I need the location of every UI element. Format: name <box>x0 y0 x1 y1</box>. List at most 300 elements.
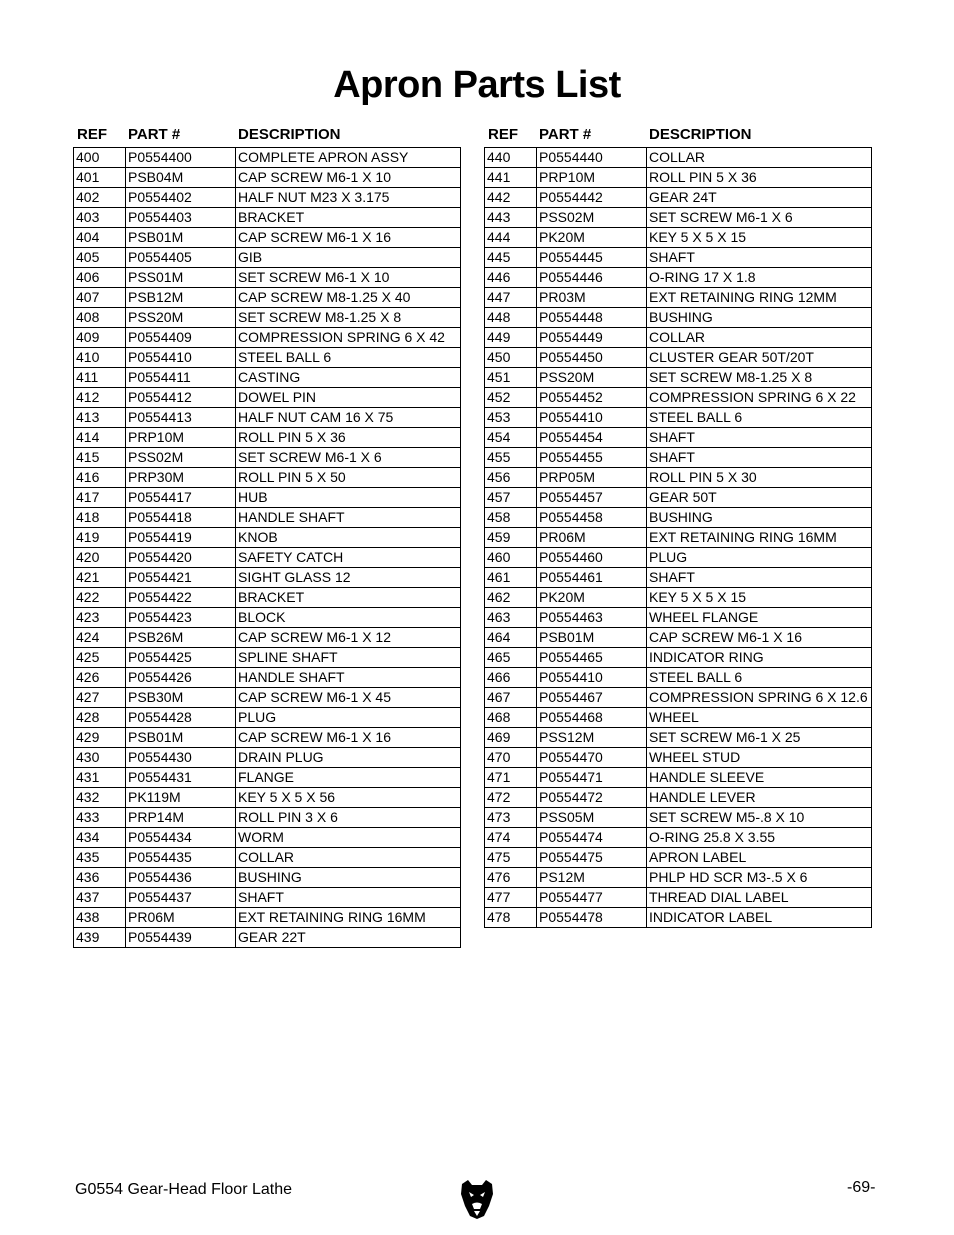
table-row <box>485 508 872 528</box>
part-number-cell: P0554463 <box>537 608 647 628</box>
ref-cell: 419 <box>74 528 126 548</box>
part-number-cell: P0554445 <box>537 248 647 268</box>
part-number-cell: P0554411 <box>126 368 236 388</box>
header-description: DESCRIPTION <box>649 125 752 143</box>
part-number-cell: P0554475 <box>537 848 647 868</box>
description-cell: DRAIN PLUG <box>236 748 461 768</box>
description-cell: GEAR 22T <box>236 928 461 948</box>
ref-cell: 406 <box>74 268 126 288</box>
part-number-cell: P0554403 <box>126 208 236 228</box>
table-row <box>485 228 872 248</box>
description-cell: EXT RETAINING RING 12MM <box>647 288 872 308</box>
part-number-cell: PSS01M <box>126 268 236 288</box>
ref-cell: 463 <box>485 608 537 628</box>
part-number-cell: P0554452 <box>537 388 647 408</box>
table-row <box>485 148 872 168</box>
table-row <box>74 188 461 208</box>
description-cell: WHEEL <box>647 708 872 728</box>
description-cell: BUSHING <box>647 308 872 328</box>
part-number-cell: P0554426 <box>126 668 236 688</box>
part-number-cell: PK119M <box>126 788 236 808</box>
table-row <box>74 548 461 568</box>
ref-cell: 438 <box>74 908 126 928</box>
table-row <box>74 268 461 288</box>
table-row <box>485 548 872 568</box>
part-number-cell: P0554420 <box>126 548 236 568</box>
table-row <box>74 888 461 908</box>
description-cell: FLANGE <box>236 768 461 788</box>
ref-cell: 466 <box>485 668 537 688</box>
ref-cell: 402 <box>74 188 126 208</box>
ref-cell: 468 <box>485 708 537 728</box>
part-number-cell: PS12M <box>537 868 647 888</box>
table-row <box>485 168 872 188</box>
description-cell: ROLL PIN 5 X 50 <box>236 468 461 488</box>
description-cell: ROLL PIN 5 X 36 <box>236 428 461 448</box>
table-row <box>485 288 872 308</box>
table-row <box>74 168 461 188</box>
description-cell: CAP SCREW M6-1 X 16 <box>236 728 461 748</box>
description-cell: KEY 5 X 5 X 15 <box>647 588 872 608</box>
description-cell: GEAR 50T <box>647 488 872 508</box>
parts-table-right-body <box>484 147 872 928</box>
description-cell: SET SCREW M8-1.25 X 8 <box>647 368 872 388</box>
table-row <box>485 808 872 828</box>
ref-cell: 456 <box>485 468 537 488</box>
description-cell: CAP SCREW M6-1 X 10 <box>236 168 461 188</box>
table-row <box>485 308 872 328</box>
description-cell: KNOB <box>236 528 461 548</box>
table-row <box>485 588 872 608</box>
description-cell: SHAFT <box>647 568 872 588</box>
ref-cell: 444 <box>485 228 537 248</box>
description-cell: CAP SCREW M8-1.25 X 40 <box>236 288 461 308</box>
part-number-cell: P0554431 <box>126 768 236 788</box>
table-row <box>485 888 872 908</box>
table-header <box>484 122 872 146</box>
ref-cell: 403 <box>74 208 126 228</box>
table-row <box>485 388 872 408</box>
ref-cell: 436 <box>74 868 126 888</box>
table-row <box>74 288 461 308</box>
ref-cell: 472 <box>485 788 537 808</box>
ref-cell: 451 <box>485 368 537 388</box>
page-number: -69- <box>847 1179 876 1196</box>
header-part: PART # <box>128 125 181 143</box>
table-row <box>485 868 872 888</box>
part-number-cell: P0554468 <box>537 708 647 728</box>
description-cell: BRACKET <box>236 208 461 228</box>
part-number-cell: PSS02M <box>537 208 647 228</box>
ref-cell: 433 <box>74 808 126 828</box>
description-cell: ROLL PIN 5 X 30 <box>647 468 872 488</box>
ref-cell: 426 <box>74 668 126 688</box>
part-number-cell: P0554458 <box>537 508 647 528</box>
ref-cell: 442 <box>485 188 537 208</box>
part-number-cell: P0554412 <box>126 388 236 408</box>
part-number-cell: PRP30M <box>126 468 236 488</box>
ref-cell: 400 <box>74 148 126 168</box>
ref-cell: 425 <box>74 648 126 668</box>
ref-cell: 467 <box>485 688 537 708</box>
ref-cell: 455 <box>485 448 537 468</box>
description-cell: COMPRESSION SPRING 6 X 42 <box>236 328 461 348</box>
ref-cell: 413 <box>74 408 126 428</box>
description-cell: KEY 5 X 5 X 15 <box>647 228 872 248</box>
table-row <box>485 248 872 268</box>
description-cell: PLUG <box>647 548 872 568</box>
part-number-cell: P0554422 <box>126 588 236 608</box>
part-number-cell: P0554467 <box>537 688 647 708</box>
description-cell: STEEL BALL 6 <box>647 408 872 428</box>
table-row <box>74 908 461 928</box>
part-number-cell: PSB30M <box>126 688 236 708</box>
part-number-cell: P0554410 <box>126 348 236 368</box>
description-cell: CAP SCREW M6-1 X 12 <box>236 628 461 648</box>
part-number-cell: P0554460 <box>537 548 647 568</box>
part-number-cell: P0554450 <box>537 348 647 368</box>
part-number-cell: P0554457 <box>537 488 647 508</box>
ref-cell: 435 <box>74 848 126 868</box>
table-row <box>74 608 461 628</box>
table-row <box>485 728 872 748</box>
description-cell: INDICATOR LABEL <box>647 908 872 928</box>
description-cell: SIGHT GLASS 12 <box>236 568 461 588</box>
description-cell: WHEEL FLANGE <box>647 608 872 628</box>
part-number-cell: P0554461 <box>537 568 647 588</box>
table-row <box>74 428 461 448</box>
part-number-cell: P0554430 <box>126 748 236 768</box>
part-number-cell: PSB01M <box>126 728 236 748</box>
part-number-cell: PK20M <box>537 588 647 608</box>
ref-cell: 417 <box>74 488 126 508</box>
description-cell: ROLL PIN 5 X 36 <box>647 168 872 188</box>
ref-cell: 470 <box>485 748 537 768</box>
description-cell: SHAFT <box>236 888 461 908</box>
part-number-cell: PSB26M <box>126 628 236 648</box>
part-number-cell: PR03M <box>537 288 647 308</box>
ref-cell: 457 <box>485 488 537 508</box>
table-row <box>74 708 461 728</box>
table-row <box>485 908 872 928</box>
ref-cell: 465 <box>485 648 537 668</box>
table-row <box>485 328 872 348</box>
description-cell: HANDLE SHAFT <box>236 508 461 528</box>
description-cell: HALF NUT M23 X 3.175 <box>236 188 461 208</box>
table-row <box>74 808 461 828</box>
ref-cell: 432 <box>74 788 126 808</box>
part-number-cell: P0554470 <box>537 748 647 768</box>
table-row <box>74 588 461 608</box>
parts-table-left-body <box>73 147 461 948</box>
part-number-cell: P0554449 <box>537 328 647 348</box>
part-number-cell: P0554436 <box>126 868 236 888</box>
table-row <box>485 368 872 388</box>
part-number-cell: P0554402 <box>126 188 236 208</box>
description-cell: CAP SCREW M6-1 X 16 <box>647 628 872 648</box>
description-cell: O-RING 25.8 X 3.55 <box>647 828 872 848</box>
description-cell: STEEL BALL 6 <box>647 668 872 688</box>
table-row <box>74 648 461 668</box>
ref-cell: 430 <box>74 748 126 768</box>
ref-cell: 449 <box>485 328 537 348</box>
description-cell: PHLP HD SCR M3-.5 X 6 <box>647 868 872 888</box>
bear-head-icon <box>458 1178 496 1220</box>
description-cell: HALF NUT CAM 16 X 75 <box>236 408 461 428</box>
ref-cell: 443 <box>485 208 537 228</box>
ref-cell: 454 <box>485 428 537 448</box>
part-number-cell: P0554434 <box>126 828 236 848</box>
ref-cell: 459 <box>485 528 537 548</box>
part-number-cell: PSB01M <box>126 228 236 248</box>
ref-cell: 446 <box>485 268 537 288</box>
ref-cell: 407 <box>74 288 126 308</box>
description-cell: DOWEL PIN <box>236 388 461 408</box>
description-cell: HANDLE SHAFT <box>236 668 461 688</box>
table-row <box>485 188 872 208</box>
ref-cell: 405 <box>74 248 126 268</box>
description-cell: APRON LABEL <box>647 848 872 868</box>
table-row <box>74 368 461 388</box>
description-cell: EXT RETAINING RING 16MM <box>647 528 872 548</box>
part-number-cell: P0554400 <box>126 148 236 168</box>
ref-cell: 434 <box>74 828 126 848</box>
header-part: PART # <box>539 125 592 143</box>
part-number-cell: PSS20M <box>537 368 647 388</box>
table-row <box>485 468 872 488</box>
part-number-cell: P0554454 <box>537 428 647 448</box>
ref-cell: 410 <box>74 348 126 368</box>
part-number-cell: P0554477 <box>537 888 647 908</box>
description-cell: THREAD DIAL LABEL <box>647 888 872 908</box>
ref-cell: 428 <box>74 708 126 728</box>
table-row <box>485 708 872 728</box>
part-number-cell: P0554418 <box>126 508 236 528</box>
table-row <box>74 568 461 588</box>
ref-cell: 450 <box>485 348 537 368</box>
ref-cell: 441 <box>485 168 537 188</box>
description-cell: BRACKET <box>236 588 461 608</box>
table-row <box>485 628 872 648</box>
part-number-cell: P0554448 <box>537 308 647 328</box>
table-row <box>485 668 872 688</box>
part-number-cell: P0554446 <box>537 268 647 288</box>
ref-cell: 429 <box>74 728 126 748</box>
description-cell: WORM <box>236 828 461 848</box>
ref-cell: 460 <box>485 548 537 568</box>
table-row <box>74 148 461 168</box>
part-number-cell: PSS20M <box>126 308 236 328</box>
description-cell: COMPRESSION SPRING 6 X 12.6 <box>647 688 872 708</box>
part-number-cell: P0554472 <box>537 788 647 808</box>
part-number-cell: P0554413 <box>126 408 236 428</box>
table-row <box>485 528 872 548</box>
ref-cell: 462 <box>485 588 537 608</box>
part-number-cell: PRP10M <box>537 168 647 188</box>
part-number-cell: P0554410 <box>537 408 647 428</box>
table-row <box>74 748 461 768</box>
part-number-cell: P0554442 <box>537 188 647 208</box>
ref-cell: 453 <box>485 408 537 428</box>
description-cell: HUB <box>236 488 461 508</box>
table-row <box>485 488 872 508</box>
ref-cell: 473 <box>485 808 537 828</box>
ref-cell: 464 <box>485 628 537 648</box>
ref-cell: 420 <box>74 548 126 568</box>
description-cell: SET SCREW M8-1.25 X 8 <box>236 308 461 328</box>
ref-cell: 469 <box>485 728 537 748</box>
ref-cell: 448 <box>485 308 537 328</box>
part-number-cell: P0554419 <box>126 528 236 548</box>
ref-cell: 474 <box>485 828 537 848</box>
table-row <box>74 328 461 348</box>
ref-cell: 458 <box>485 508 537 528</box>
ref-cell: 452 <box>485 388 537 408</box>
part-number-cell: P0554478 <box>537 908 647 928</box>
ref-cell: 424 <box>74 628 126 648</box>
header-description: DESCRIPTION <box>238 125 341 143</box>
description-cell: BUSHING <box>236 868 461 888</box>
description-cell: INDICATOR RING <box>647 648 872 668</box>
description-cell: HANDLE LEVER <box>647 788 872 808</box>
description-cell: SET SCREW M6-1 X 10 <box>236 268 461 288</box>
part-number-cell: P0554425 <box>126 648 236 668</box>
part-number-cell: P0554423 <box>126 608 236 628</box>
ref-cell: 414 <box>74 428 126 448</box>
description-cell: EXT RETAINING RING 16MM <box>236 908 461 928</box>
part-number-cell: P0554471 <box>537 768 647 788</box>
ref-cell: 408 <box>74 308 126 328</box>
part-number-cell: P0554435 <box>126 848 236 868</box>
table-row <box>74 448 461 468</box>
part-number-cell: P0554405 <box>126 248 236 268</box>
table-row <box>485 608 872 628</box>
description-cell: COMPLETE APRON ASSY <box>236 148 461 168</box>
ref-cell: 461 <box>485 568 537 588</box>
table-row <box>485 788 872 808</box>
table-row <box>485 568 872 588</box>
table-row <box>74 628 461 648</box>
table-row <box>485 748 872 768</box>
page-title: Apron Parts List <box>333 64 621 106</box>
table-row <box>485 848 872 868</box>
part-number-cell: P0554409 <box>126 328 236 348</box>
table-row <box>485 688 872 708</box>
part-number-cell: P0554417 <box>126 488 236 508</box>
description-cell: COLLAR <box>236 848 461 868</box>
ref-cell: 477 <box>485 888 537 908</box>
footer-model: G0554 Gear-Head Floor Lathe <box>75 1181 293 1198</box>
table-row <box>74 468 461 488</box>
table-row <box>74 348 461 368</box>
description-cell: BUSHING <box>647 508 872 528</box>
ref-cell: 415 <box>74 448 126 468</box>
table-header <box>73 122 461 146</box>
ref-cell: 427 <box>74 688 126 708</box>
ref-cell: 412 <box>74 388 126 408</box>
table-row <box>74 388 461 408</box>
description-cell: COLLAR <box>647 328 872 348</box>
table-row <box>74 848 461 868</box>
table-row <box>74 728 461 748</box>
ref-cell: 401 <box>74 168 126 188</box>
description-cell: CAP SCREW M6-1 X 16 <box>236 228 461 248</box>
part-number-cell: PSB04M <box>126 168 236 188</box>
table-row <box>485 648 872 668</box>
description-cell: COLLAR <box>647 148 872 168</box>
part-number-cell: PR06M <box>126 908 236 928</box>
description-cell: SET SCREW M5-.8 X 10 <box>647 808 872 828</box>
part-number-cell: PSS02M <box>126 448 236 468</box>
description-cell: BLOCK <box>236 608 461 628</box>
description-cell: KEY 5 X 5 X 56 <box>236 788 461 808</box>
table-row <box>74 488 461 508</box>
table-row <box>74 928 461 948</box>
table-row <box>485 428 872 448</box>
part-number-cell: PSS05M <box>537 808 647 828</box>
description-cell: SPLINE SHAFT <box>236 648 461 668</box>
table-row <box>74 228 461 248</box>
table-row <box>485 268 872 288</box>
part-number-cell: PSB12M <box>126 288 236 308</box>
part-number-cell: PRP14M <box>126 808 236 828</box>
description-cell: SET SCREW M6-1 X 6 <box>647 208 872 228</box>
description-cell: WHEEL STUD <box>647 748 872 768</box>
ref-cell: 421 <box>74 568 126 588</box>
table-row <box>74 868 461 888</box>
table-row <box>74 688 461 708</box>
table-row <box>485 408 872 428</box>
table-row <box>74 528 461 548</box>
ref-cell: 447 <box>485 288 537 308</box>
ref-cell: 431 <box>74 768 126 788</box>
ref-cell: 478 <box>485 908 537 928</box>
description-cell: ROLL PIN 3 X 6 <box>236 808 461 828</box>
part-number-cell: PRP05M <box>537 468 647 488</box>
table-row <box>74 828 461 848</box>
header-ref: REF <box>488 125 518 143</box>
ref-cell: 423 <box>74 608 126 628</box>
description-cell: O-RING 17 X 1.8 <box>647 268 872 288</box>
part-number-cell: PK20M <box>537 228 647 248</box>
table-row <box>74 508 461 528</box>
part-number-cell: P0554410 <box>537 668 647 688</box>
description-cell: SHAFT <box>647 428 872 448</box>
description-cell: SET SCREW M6-1 X 25 <box>647 728 872 748</box>
ref-cell: 409 <box>74 328 126 348</box>
part-number-cell: P0554421 <box>126 568 236 588</box>
table-row <box>74 668 461 688</box>
ref-cell: 471 <box>485 768 537 788</box>
ref-cell: 411 <box>74 368 126 388</box>
ref-cell: 418 <box>74 508 126 528</box>
description-cell: CASTING <box>236 368 461 388</box>
table-row <box>74 248 461 268</box>
description-cell: CLUSTER GEAR 50T/20T <box>647 348 872 368</box>
parts-table-left <box>73 122 461 948</box>
ref-cell: 416 <box>74 468 126 488</box>
description-cell: CAP SCREW M6-1 X 45 <box>236 688 461 708</box>
part-number-cell: P0554428 <box>126 708 236 728</box>
part-number-cell: PSB01M <box>537 628 647 648</box>
ref-cell: 439 <box>74 928 126 948</box>
part-number-cell: P0554455 <box>537 448 647 468</box>
table-row <box>485 348 872 368</box>
table-row <box>74 408 461 428</box>
part-number-cell: PRP10M <box>126 428 236 448</box>
ref-cell: 475 <box>485 848 537 868</box>
description-cell: SAFETY CATCH <box>236 548 461 568</box>
